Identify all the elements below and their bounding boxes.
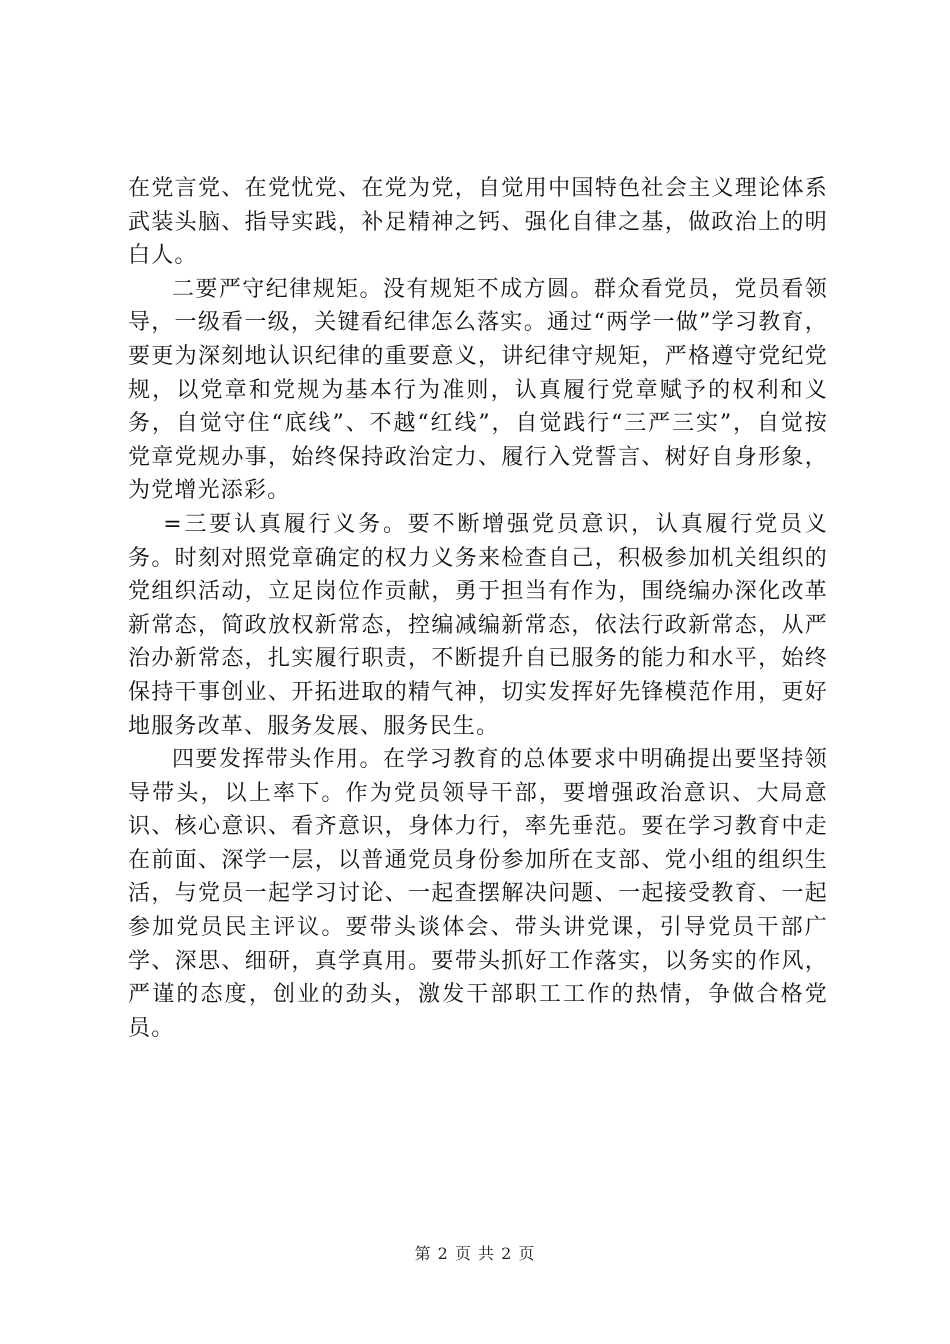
- paragraph-continuation: 在党言党、在党忧党、在党为党，自觉用中国特色社会主义理论体系武装头脑、指导实践，补足精神之钙、强化自律之基，做政治上的明白人。: [128, 176, 828, 269]
- paragraph-leading-role: 四要发挥带头作用。在学习教育的总体要求中明确提出要坚持领导带头，以上率下。作为党员领导干部，要增强政治意识、大局意识、核心意识、看齐意识，身体力行，率先垂范。要在学习教育中走在前面、深学一层，以普通党员身份参加所在支部、党小组的组织生活，与党员一起学习讨论、一起查摆解决问题、一起接受教育、一起参加党员民主评议。要带头谈体会、带头讲党课，引导党员干部广学、深思、细研，真学真用。要带头抓好工作落实，以务实的作风，严谨的态度，创业的劲头，激发干部职工工作的热情，争做合格党员。: [128, 747, 828, 1041]
- page-footer: 第 2 页 共 2 页: [414, 1244, 536, 1263]
- paragraph-obligations: =三要认真履行义务。要不断增强党员意识，认真履行党员义务。时刻对照党章确定的权力义务来检查自己，积极参加机关组织的党组织活动，立足岗位作贡献，勇于担当有作为，围绕编办深化改革新常态，简政放权新常态，控编减编新常态，依法行政新常态，从严治办新常态，扎实履行职责，不断提升自已服务的能力和水平，始终保持干事创业、开拓进取的精气神，切实发挥好先锋模范作用，更好地服务改革、服务发展、服务民生。: [128, 511, 828, 739]
- paragraph-discipline: 二要严守纪律规矩。没有规矩不成方圆。群众看党员，党员看领导，一级看一级，关键看纪律怎么落实。通过“两学一做”学习教育，要更为深刻地认识纪律的重要意义，讲纪律守规矩，严格遵守党纪党规，以党章和党规为基本行为准则，认真履行党章赋予的权利和义务，自觉守住“底线”、不越“红线”，自觉践行“三严三实”，自觉按党章党规办事，始终保持政治定力、履行入党誓言、树好自身形象，为党增光添彩。: [128, 276, 828, 504]
- document-body: [128, 172, 828, 1045]
